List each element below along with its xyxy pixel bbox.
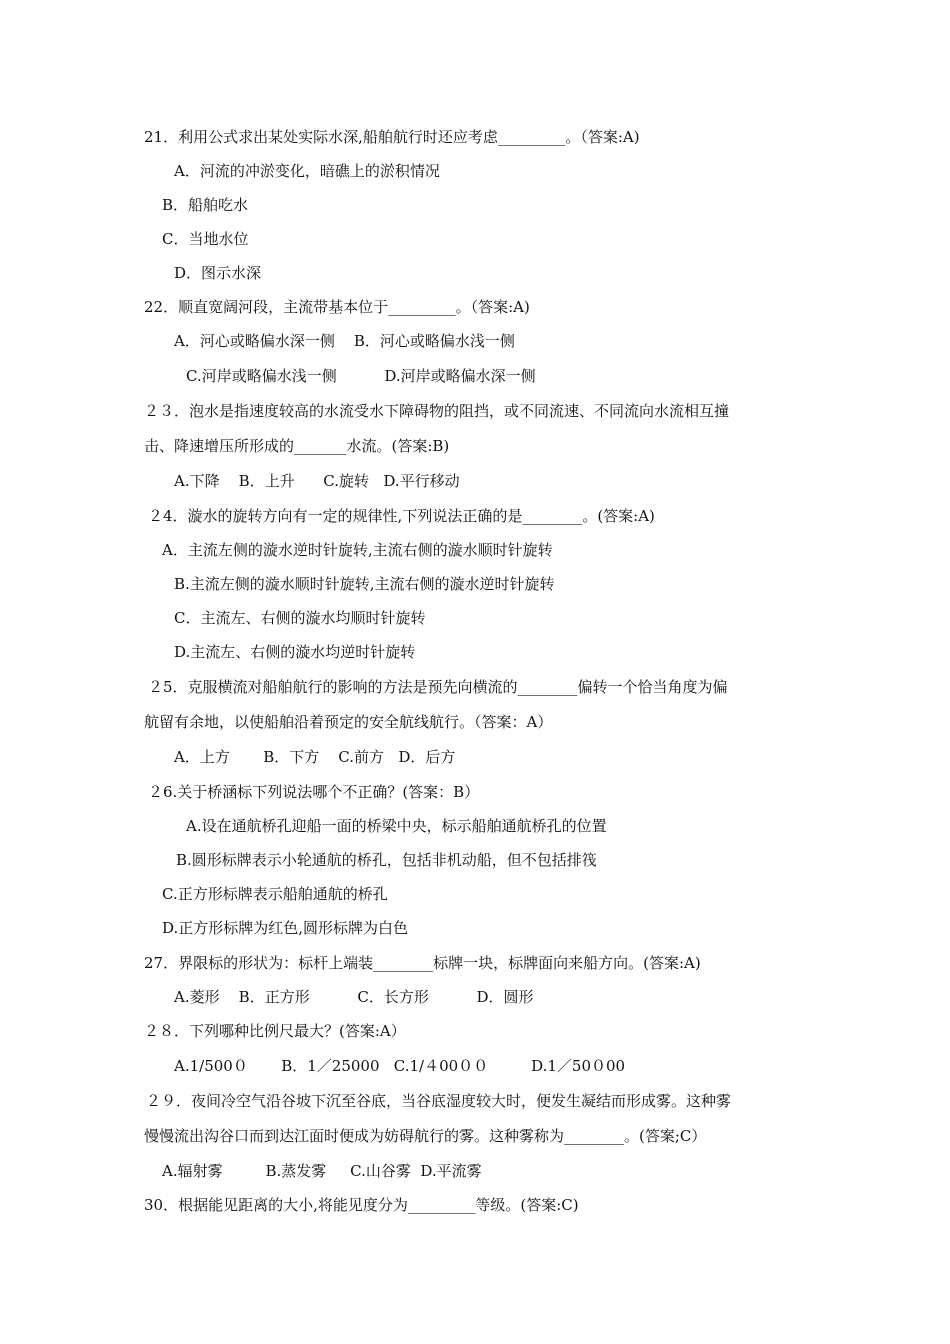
question-23-line2: 击、降速增压所形成的_______水流。(答案:B) [144, 437, 450, 455]
option-21-a: A．河流的冲淤变化，暗礁上的淤积情况 [174, 162, 440, 180]
options-27: A.菱形 B．正方形 C．长方形 D．圆形 [174, 988, 534, 1006]
options-22-ab: A．河心或略偏水深一侧 B．河心或略偏水浅一侧 [174, 332, 515, 350]
option-24-b: B.主流左侧的漩水顺时针旋转,主流右侧的漩水逆时针旋转 [174, 575, 555, 593]
option-24-d: D.主流左、右侧的漩水均逆时针旋转 [174, 643, 416, 661]
options-25: A．上方 B．下方 C.前方 D．后方 [174, 748, 456, 766]
question-25-line2: 航留有余地，以使船舶沿着预定的安全航线航行。（答案：A） [144, 713, 553, 731]
option-26-d: D.正方形标牌为红色,圆形标牌为白色 [162, 919, 409, 937]
option-26-c: C.正方形标牌表示船舶通航的桥孔 [162, 885, 388, 903]
question-24: ２4．漩水的旋转方向有一定的规律性,下列说法正确的是________。(答案:A) [148, 507, 655, 525]
question-23-line1: ２３．泡水是指速度较高的水流受水下障碍物的阻挡，或不同流速、不同流向水流相互撞 [144, 402, 730, 420]
option-26-b: B.圆形标牌表示小轮通航的桥孔，包括非机动船，但不包括排筏 [176, 851, 597, 869]
question-22: 22．顺直宽阔河段，主流带基本位于_________。（答案:A) [144, 298, 530, 316]
question-27: 27．界限标的形状为：标杆上端装________标牌一块，标牌面向来船方向。(答案:A) [144, 954, 701, 972]
question-30: 30．根据能见距离的大小,将能见度分为_________等级。(答案:C) [144, 1196, 579, 1214]
options-29: A.辐射雾 B.蒸发雾 C.山谷雾 D.平流雾 [162, 1162, 482, 1180]
option-26-a: A.设在通航桥孔迎船一面的桥梁中央，标示船舶通航桥孔的位置 [186, 817, 607, 835]
question-28: ２８．下列哪种比例尺最大？(答案:A） [144, 1022, 406, 1040]
options-28: A.1/500０ B．1／25000 C.1/４00００ D.1／50０00 [174, 1057, 626, 1075]
option-21-c: C．当地水位 [162, 230, 249, 248]
option-21-b: B．船舶吃水 [162, 196, 249, 214]
option-24-c: C．主流左、右侧的漩水均顺时针旋转 [174, 609, 426, 627]
question-21: 21．利用公式求出某处实际水深,船舶航行时还应考虑_________。（答案:A) [144, 128, 640, 146]
options-23: A.下降 B．上升 C.旋转 D.平行移动 [174, 472, 460, 490]
question-29-line2: 慢慢流出沟谷口而到达江面时便成为妨碍航行的雾。这种雾称为________。(答案;C） [144, 1127, 707, 1145]
question-26: ２6.关于桥涵标下列说法哪个不正确？(答案：B） [148, 783, 480, 801]
option-24-a: A．主流左侧的漩水逆时针旋转,主流右侧的漩水顺时针旋转 [162, 541, 553, 559]
question-29-line1: ２９．夜间冷空气沿谷坡下沉至谷底，当谷底湿度较大时，便发生凝结而形成雾。这种雾 [146, 1092, 732, 1110]
option-21-d: D．图示水深 [174, 264, 262, 282]
options-22-cd: C.河岸或略偏水浅一侧 D.河岸或略偏水深一侧 [186, 367, 536, 385]
question-25-line1: ２5．克服横流对船舶航行的影响的方法是预先向横流的________偏转一个恰当角度为偏 [148, 678, 728, 696]
